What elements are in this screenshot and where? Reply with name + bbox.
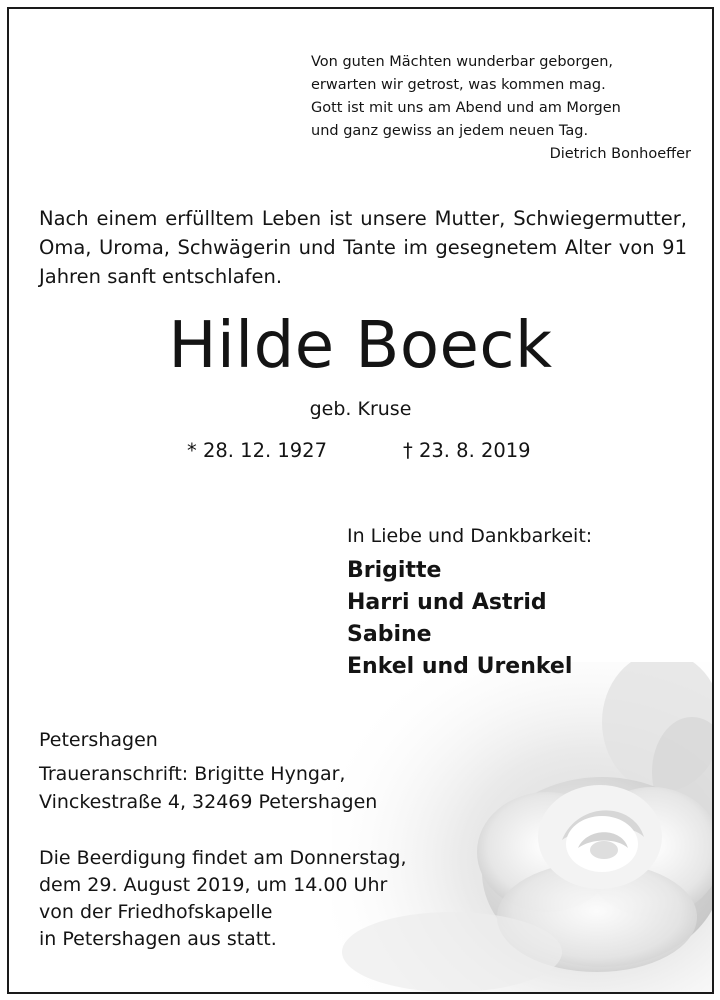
quote-line: Gott ist mit uns am Abend und am Morgen bbox=[311, 100, 621, 116]
mourner-name: Sabine bbox=[347, 622, 432, 647]
mourner-name: Enkel und Urenkel bbox=[347, 654, 573, 679]
birth-name: geb. Kruse bbox=[309, 398, 412, 420]
quote-line: erwarten wir getrost, was kommen mag. bbox=[311, 77, 606, 93]
birth-date: * 28. 12. 1927 bbox=[187, 439, 327, 462]
quote-line: und ganz gewiss an jedem neuen Tag. bbox=[311, 123, 589, 139]
address-place: Petershagen bbox=[39, 729, 158, 751]
quote-author: Dietrich Bonhoeffer bbox=[549, 146, 691, 162]
mourner-name: Brigitte bbox=[347, 558, 442, 583]
mourners-heading: In Liebe und Dankbarkeit: bbox=[347, 525, 593, 547]
address-line: Traueranschrift: Brigitte Hyngar, bbox=[39, 763, 346, 785]
mourners bbox=[347, 521, 687, 683]
mourning-address bbox=[39, 726, 377, 816]
funeral-line: in Petershagen aus statt. bbox=[39, 928, 277, 950]
death-date: † 23. 8. 2019 bbox=[403, 439, 531, 462]
obituary-frame bbox=[7, 7, 714, 994]
address-line: Vinckestraße 4, 32469 Petershagen bbox=[39, 791, 378, 813]
funeral-line: von der Friedhofskapelle bbox=[39, 901, 273, 923]
mourners-names bbox=[347, 555, 687, 683]
funeral-info bbox=[39, 845, 407, 953]
mourner-name: Harri und Astrid bbox=[347, 590, 547, 615]
funeral-line: Die Beerdigung findet am Donnerstag, bbox=[39, 847, 407, 869]
deceased-name: Hilde Boeck bbox=[168, 309, 553, 383]
quote bbox=[311, 51, 691, 166]
intro-text: Nach einem erfülltem Leben ist unsere Mutter, Schwiegermutter, Oma, Uroma, Schwägerin und Tante im gesegnetem Alter von 91 Jahren sanft entschlafen. bbox=[39, 207, 687, 288]
funeral-line: dem 29. August 2019, um 14.00 Uhr bbox=[39, 874, 388, 896]
quote-line: Von guten Mächten wunderbar geborgen, bbox=[311, 54, 614, 70]
